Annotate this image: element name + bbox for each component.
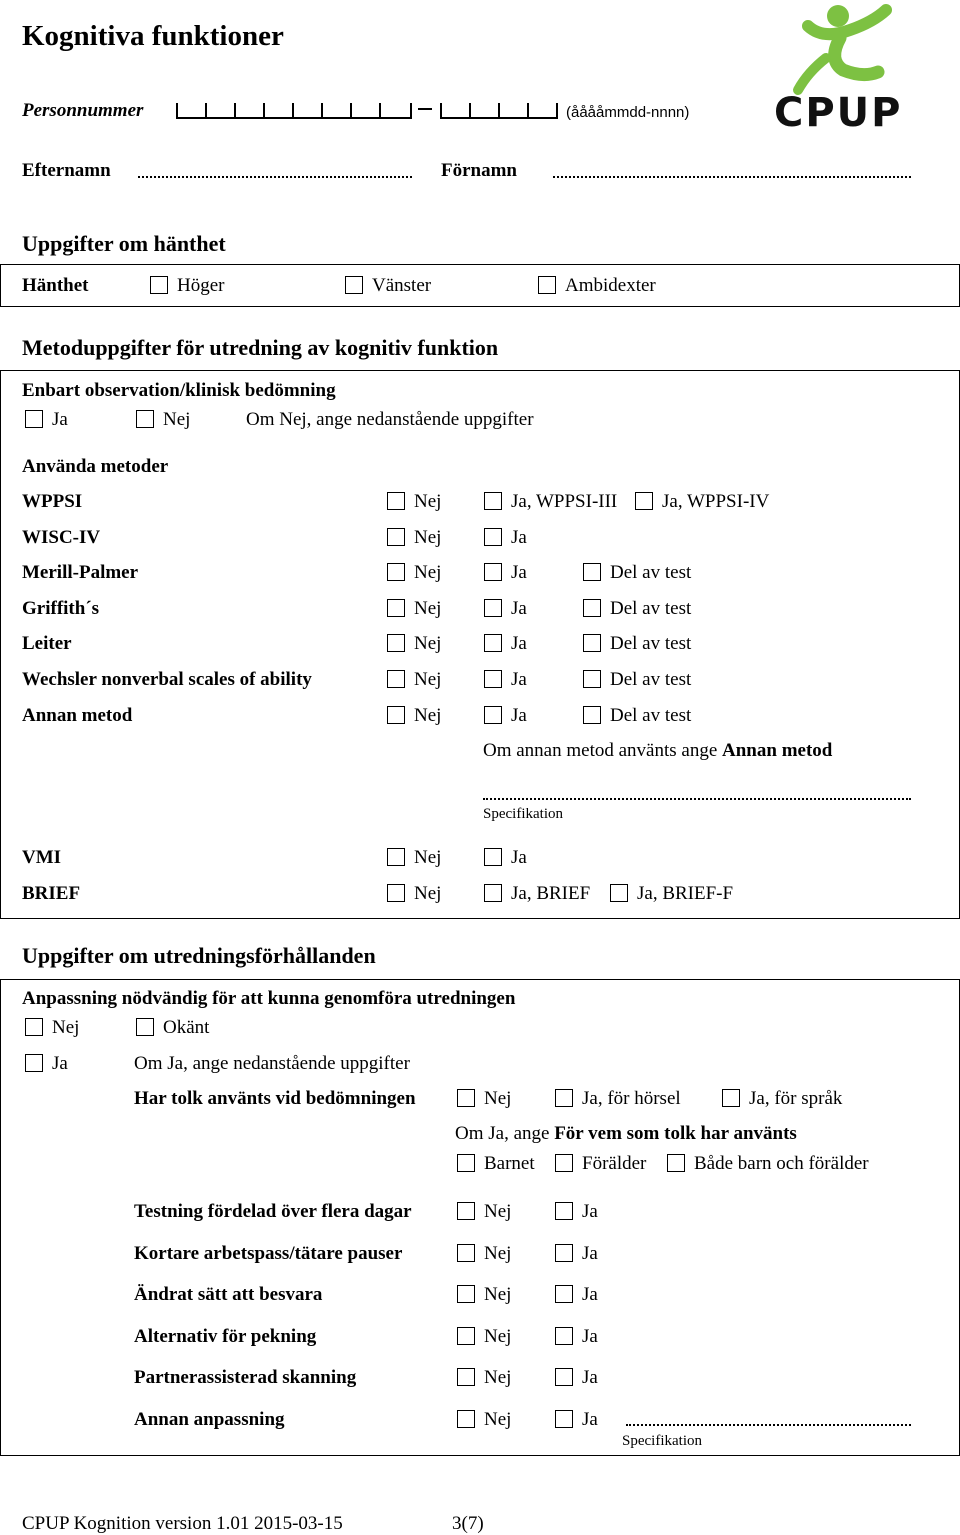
- opt2-checkbox[interactable]: [484, 492, 502, 510]
- efternamn-label: Efternamn: [22, 160, 111, 181]
- nej-label: Nej: [414, 669, 442, 690]
- anpassning-row-label: Ändrat sätt att besvara: [134, 1284, 323, 1305]
- nej-label: Nej: [414, 705, 442, 726]
- hoger-label: Höger: [177, 275, 225, 296]
- om-ja-text: Om Ja, ange nedanstående uppgifter: [134, 1053, 410, 1074]
- nej-label: Nej: [484, 1367, 512, 1388]
- metod-heading: Metoduppgifter för utredning av kognitiv funktion: [22, 335, 499, 360]
- nej-label: Nej: [414, 633, 442, 654]
- ja-brief-f-checkbox[interactable]: [610, 884, 628, 902]
- tolk-nej-checkbox[interactable]: [457, 1089, 475, 1107]
- ja-checkbox[interactable]: [484, 634, 502, 652]
- tolk-horsel-label: Ja, för hörsel: [582, 1088, 681, 1109]
- tolk-label: Har tolk använts vid bedömningen: [134, 1088, 416, 1109]
- nej-label: Nej: [484, 1243, 512, 1264]
- nej-label: Nej: [484, 1284, 512, 1305]
- anpassning-nej-checkbox[interactable]: [25, 1018, 43, 1036]
- anpassning-ja-label: Ja: [52, 1053, 68, 1074]
- del-av-test-label: Del av test: [610, 598, 692, 619]
- annan-metod-spec-field[interactable]: [483, 798, 911, 800]
- ja-label: Ja: [582, 1284, 598, 1305]
- del-av-test-checkbox[interactable]: [583, 706, 601, 724]
- method-name: Leiter: [22, 633, 72, 654]
- ja-checkbox[interactable]: [484, 670, 502, 688]
- anpassning-row-label: Partnerassisterad skanning: [134, 1367, 357, 1388]
- ja-checkbox[interactable]: [484, 528, 502, 546]
- anpassning-row-label: Kortare arbetspass/tätare pauser: [134, 1243, 403, 1264]
- observation-ja-label: Ja: [52, 409, 68, 430]
- nej-checkbox[interactable]: [387, 528, 405, 546]
- observation-nej-label: Nej: [163, 409, 191, 430]
- ja-checkbox[interactable]: [484, 599, 502, 617]
- anpassning-okant-label: Okänt: [163, 1017, 210, 1038]
- nej-label: Nej: [414, 847, 442, 868]
- ja-label: Ja: [511, 633, 527, 654]
- hanthet-box: [0, 264, 960, 307]
- ja-checkbox[interactable]: [484, 848, 502, 866]
- ja-label: Ja: [582, 1367, 598, 1388]
- vanster-label: Vänster: [372, 275, 432, 296]
- ja-checkbox[interactable]: [555, 1244, 573, 1262]
- anpassning-row-label: Alternativ för pekning: [134, 1326, 317, 1347]
- vanster-checkbox[interactable]: [345, 276, 363, 294]
- tolk-nej-label: Nej: [484, 1088, 512, 1109]
- hanthet-label: Hänthet: [22, 275, 89, 296]
- foralder-checkbox[interactable]: [555, 1154, 573, 1172]
- opt3-label: Ja, WPPSI-IV: [662, 491, 770, 512]
- nej-checkbox[interactable]: [457, 1244, 475, 1262]
- footer-version: CPUP Kognition version 1.01 2015-03-15: [22, 1513, 343, 1534]
- nej-label: Nej: [414, 527, 442, 548]
- fornamn-field[interactable]: [553, 176, 911, 178]
- nej-checkbox[interactable]: [387, 848, 405, 866]
- observation-ja-checkbox[interactable]: [25, 410, 43, 428]
- ja-label: Ja: [582, 1326, 598, 1347]
- ja-checkbox[interactable]: [555, 1410, 573, 1428]
- ja-checkbox[interactable]: [555, 1285, 573, 1303]
- forhallanden-heading: Uppgifter om utredningsförhållanden: [22, 943, 376, 968]
- del-av-test-checkbox[interactable]: [583, 670, 601, 688]
- del-av-test-label: Del av test: [610, 669, 692, 690]
- barnet-label: Barnet: [484, 1153, 535, 1174]
- bade-label: Både barn och förälder: [694, 1153, 869, 1174]
- tolk-horsel-checkbox[interactable]: [555, 1089, 573, 1107]
- method-name: VMI: [22, 847, 62, 868]
- nej-checkbox[interactable]: [387, 492, 405, 510]
- anpassning-nej-label: Nej: [52, 1017, 80, 1038]
- page-title: Kognitiva funktioner: [22, 20, 284, 52]
- ambidexter-label: Ambidexter: [565, 275, 656, 296]
- anpassning-row-label: Testning fördelad över flera dagar: [134, 1201, 412, 1222]
- annan-anpassning-spec-field[interactable]: [626, 1424, 911, 1426]
- ja-label: Ja: [511, 705, 527, 726]
- fornamn-label: Förnamn: [441, 160, 517, 181]
- anpassning-ja-checkbox[interactable]: [25, 1054, 43, 1072]
- nej-checkbox[interactable]: [387, 634, 405, 652]
- method-name: Griffith´s: [22, 598, 100, 619]
- ja-label: Ja: [582, 1201, 598, 1222]
- opt3-checkbox[interactable]: [635, 492, 653, 510]
- nej-checkbox[interactable]: [387, 599, 405, 617]
- method-name: Wechsler nonverbal scales of ability: [22, 669, 312, 690]
- annan-metod-spec-label: Specifikation: [483, 806, 563, 822]
- bade-checkbox[interactable]: [667, 1154, 685, 1172]
- ja-checkbox[interactable]: [555, 1327, 573, 1345]
- ja-label: Ja: [582, 1409, 598, 1430]
- anpassning-label: Anpassning nödvändig för att kunna genomföra utredningen: [22, 988, 516, 1009]
- del-av-test-label: Del av test: [610, 562, 692, 583]
- tolk-sprak-label: Ja, för språk: [749, 1088, 843, 1109]
- tolk-vem-instruction: Om Ja, ange För vem som tolk har använts: [455, 1123, 797, 1144]
- anvanda-metoder-label: Använda metoder: [22, 456, 169, 477]
- method-name: WISC-IV: [22, 527, 101, 548]
- nej-label: Nej: [484, 1201, 512, 1222]
- nej-checkbox[interactable]: [387, 884, 405, 902]
- observation-label: Enbart observation/klinisk bedömning: [22, 380, 336, 401]
- tolk-sprak-checkbox[interactable]: [722, 1089, 740, 1107]
- ja-checkbox[interactable]: [555, 1202, 573, 1220]
- del-av-test-label: Del av test: [610, 705, 692, 726]
- hanthet-heading: Uppgifter om hänthet: [22, 231, 226, 256]
- del-av-test-label: Del av test: [610, 633, 692, 654]
- nej-checkbox[interactable]: [387, 670, 405, 688]
- opt2-label: Ja, WPPSI-III: [511, 491, 618, 512]
- del-av-test-checkbox[interactable]: [583, 599, 601, 617]
- method-name: Merill-Palmer: [22, 562, 139, 583]
- anpassning-okant-checkbox[interactable]: [136, 1018, 154, 1036]
- ja-brief-f-label: Ja, BRIEF-F: [637, 883, 734, 904]
- method-name: BRIEF: [22, 883, 81, 904]
- method-name: WPPSI: [22, 491, 83, 512]
- annan-anpassning-spec-label: Specifikation: [622, 1433, 702, 1449]
- anpassning-row-label: Annan anpassning: [134, 1409, 285, 1430]
- nej-checkbox[interactable]: [457, 1368, 475, 1386]
- ja-label: Ja: [582, 1243, 598, 1264]
- nej-checkbox[interactable]: [457, 1285, 475, 1303]
- nej-label: Nej: [414, 562, 442, 583]
- nej-checkbox[interactable]: [457, 1327, 475, 1345]
- nej-checkbox[interactable]: [387, 563, 405, 581]
- nej-label: Nej: [484, 1326, 512, 1347]
- ja-label: Ja: [511, 598, 527, 619]
- ja-label: Ja: [511, 847, 527, 868]
- barnet-checkbox[interactable]: [457, 1154, 475, 1172]
- nej-checkbox[interactable]: [387, 706, 405, 724]
- ja-checkbox[interactable]: [555, 1368, 573, 1386]
- metod-box: [0, 370, 960, 919]
- footer-page: 3(7): [452, 1513, 484, 1534]
- annan-metod-instruction: Om annan metod använts ange Annan metod: [483, 740, 833, 761]
- method-name: Annan metod: [22, 705, 133, 726]
- personnummer-format: (ååååmmdd-nnnn): [566, 104, 690, 121]
- personnummer-label: Personnummer: [22, 100, 144, 121]
- nej-label: Nej: [414, 491, 442, 512]
- ja-label: Ja: [511, 562, 527, 583]
- nej-label: Nej: [414, 883, 442, 904]
- ja-label: Ja: [511, 669, 527, 690]
- ja-brief-checkbox[interactable]: [484, 884, 502, 902]
- observation-nej-checkbox[interactable]: [136, 410, 154, 428]
- del-av-test-checkbox[interactable]: [583, 634, 601, 652]
- nej-label: Nej: [484, 1409, 512, 1430]
- nej-checkbox[interactable]: [457, 1202, 475, 1220]
- nej-checkbox[interactable]: [457, 1410, 475, 1428]
- ja-checkbox[interactable]: [484, 706, 502, 724]
- ja-label: Ja: [511, 527, 527, 548]
- ambidexter-checkbox[interactable]: [538, 276, 556, 294]
- ja-checkbox[interactable]: [484, 563, 502, 581]
- efternamn-field[interactable]: [138, 176, 412, 178]
- cpup-logo: [768, 0, 918, 135]
- nej-label: Nej: [414, 598, 442, 619]
- logo-text: CPUP: [774, 90, 903, 135]
- om-nej-text: Om Nej, ange nedanstående uppgifter: [246, 409, 534, 430]
- hoger-checkbox[interactable]: [150, 276, 168, 294]
- del-av-test-checkbox[interactable]: [583, 563, 601, 581]
- ja-brief-label: Ja, BRIEF: [511, 883, 591, 904]
- foralder-label: Förälder: [582, 1153, 647, 1174]
